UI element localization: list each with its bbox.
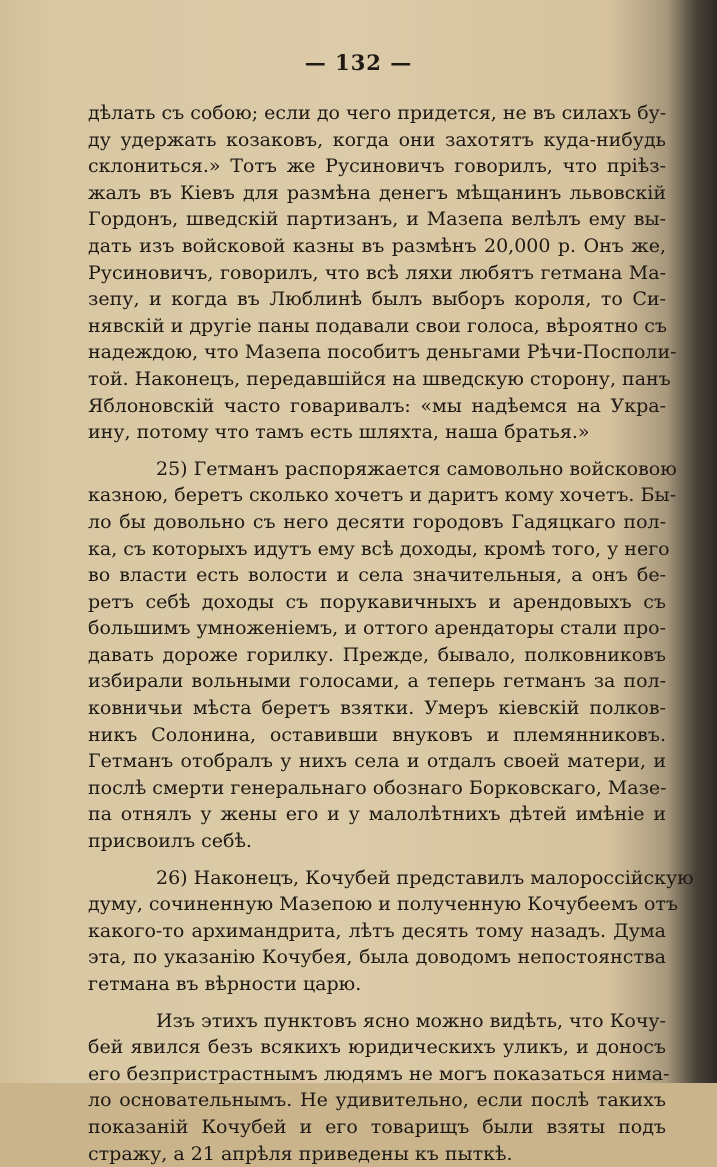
text-line: послѣ смерти генеральнаго обознаго Борковскаго, Мазе-	[88, 776, 667, 799]
text-line: па отнялъ у жены его и у малолѣтнихъ дѣтей имѣнiе и	[88, 803, 666, 826]
text-line: гетмана въ вѣрности царю.	[88, 973, 362, 995]
text-line: его безпристрастнымъ людямъ не могъ показаться нима-	[88, 1062, 670, 1085]
text-line: Гетманъ отобралъ у нихъ села и отдалъ своей матери, и	[88, 750, 666, 773]
text-line: надеждою, что Мазепа пособитъ деньгами Рѣчи-Посполи-	[88, 341, 677, 364]
text-line: Русиновичъ, говорилъ, что всѣ ляхи любятъ гетмана Ма-	[88, 261, 666, 284]
text-block	[88, 100, 694, 1167]
text-line: присвоилъ себѣ.	[88, 830, 252, 853]
text-line: большимъ умноженiемъ, и оттого арендаторы стали про-	[88, 617, 666, 640]
text-line: стражу, а 21 апрѣля приведены къ пыткѣ.	[88, 1142, 513, 1165]
text-line: дать изъ войсковой казны въ размѣнъ 20,000 р. Онъ же,	[88, 234, 666, 257]
text-line: той. Наконецъ, передавшiйся на шведскую сторону, панъ	[88, 367, 671, 390]
paragraph	[88, 456, 677, 855]
text-line: жалъ въ Кiевъ для размѣна денегъ мѣщанинъ львовскiй	[88, 181, 666, 204]
text-line: ду удержать козаковъ, когда они захотятъ куда-нибудь	[88, 128, 666, 151]
text-line: Изъ этихъ пунктовъ ясно можно видѣть, что Кочу-	[156, 1009, 666, 1032]
text-line: 25) Гетманъ распоряжается самовольно войсковою	[156, 457, 677, 480]
text-line: показанiй Кочубей и его товарищъ были взяты подъ	[88, 1115, 666, 1138]
text-line: давать дороже горилку. Прежде, бывало, полковниковъ	[88, 643, 666, 666]
text-line: думу, сочиненную Мазепою и полученную Кочубеемъ отъ	[88, 893, 678, 916]
text-line: ка, съ которыхъ идутъ ему всѣ доходы, кромѣ того, у него	[88, 537, 670, 560]
text-line: нявскiй и другiе паны подавали свои голоса, вѣроятно съ	[88, 314, 667, 337]
text-line: дѣлать съ собою; если до чего придется, не въ силахъ бу-	[88, 102, 667, 124]
text-line: бей явился безъ всякихъ юридическихъ уликъ, и доносъ	[88, 1036, 666, 1059]
paragraph	[88, 1008, 670, 1167]
text-line: Гордонъ, шведскiй партизанъ, и Мазепа велѣлъ ему вы-	[88, 208, 666, 231]
text-line: ину, потому что тамъ есть шляхта, наша братья.»	[88, 421, 590, 444]
page-number: — 132 —	[304, 50, 413, 75]
text-line: ковничьи мѣста беретъ взятки. Умеръ кiевскiй полков-	[88, 697, 666, 720]
paragraph-gap	[88, 855, 666, 865]
text-line: казною, беретъ сколько хочетъ и даритъ кому хочетъ. Бы-	[88, 484, 676, 507]
text-line: во власти есть волости и села значительныя, а онъ бе-	[88, 564, 666, 587]
text-line: 26) Наконецъ, Кочубей представилъ малороссiйскую	[156, 866, 694, 889]
text-line: Яблоновскiй часто говаривалъ: «мы надѣемся на Укра-	[88, 394, 666, 417]
text-line: ретъ себѣ доходы съ порукавичныхъ и арендовыхъ съ	[88, 590, 666, 613]
paragraph-gap	[88, 446, 666, 456]
text-line: склониться.» Тотъ же Русиновичъ говорилъ, что прiѣз-	[88, 155, 666, 178]
paragraph	[88, 865, 694, 998]
text-line: какого-то архимандрита, лѣтъ десять тому назадъ. Дума	[88, 919, 666, 942]
text-line: зепу, и когда въ Люблинѣ былъ выборъ короля, то Си-	[88, 288, 666, 311]
text-line: ло основательнымъ. Не удивительно, если послѣ такихъ	[88, 1089, 666, 1112]
paragraph	[88, 100, 677, 446]
text-line: избирали вольными голосами, а теперь гетманъ за пол-	[88, 670, 666, 693]
text-line: эта, по указанiю Кочубея, была доводомъ непостоянства	[88, 946, 666, 969]
text-line: никъ Солонина, оставивши внуковъ и племянниковъ.	[88, 723, 666, 746]
paragraph-gap	[88, 998, 666, 1008]
text-line: ло бы довольно съ него десяти городовъ Гадяцкаго пол-	[88, 510, 666, 533]
